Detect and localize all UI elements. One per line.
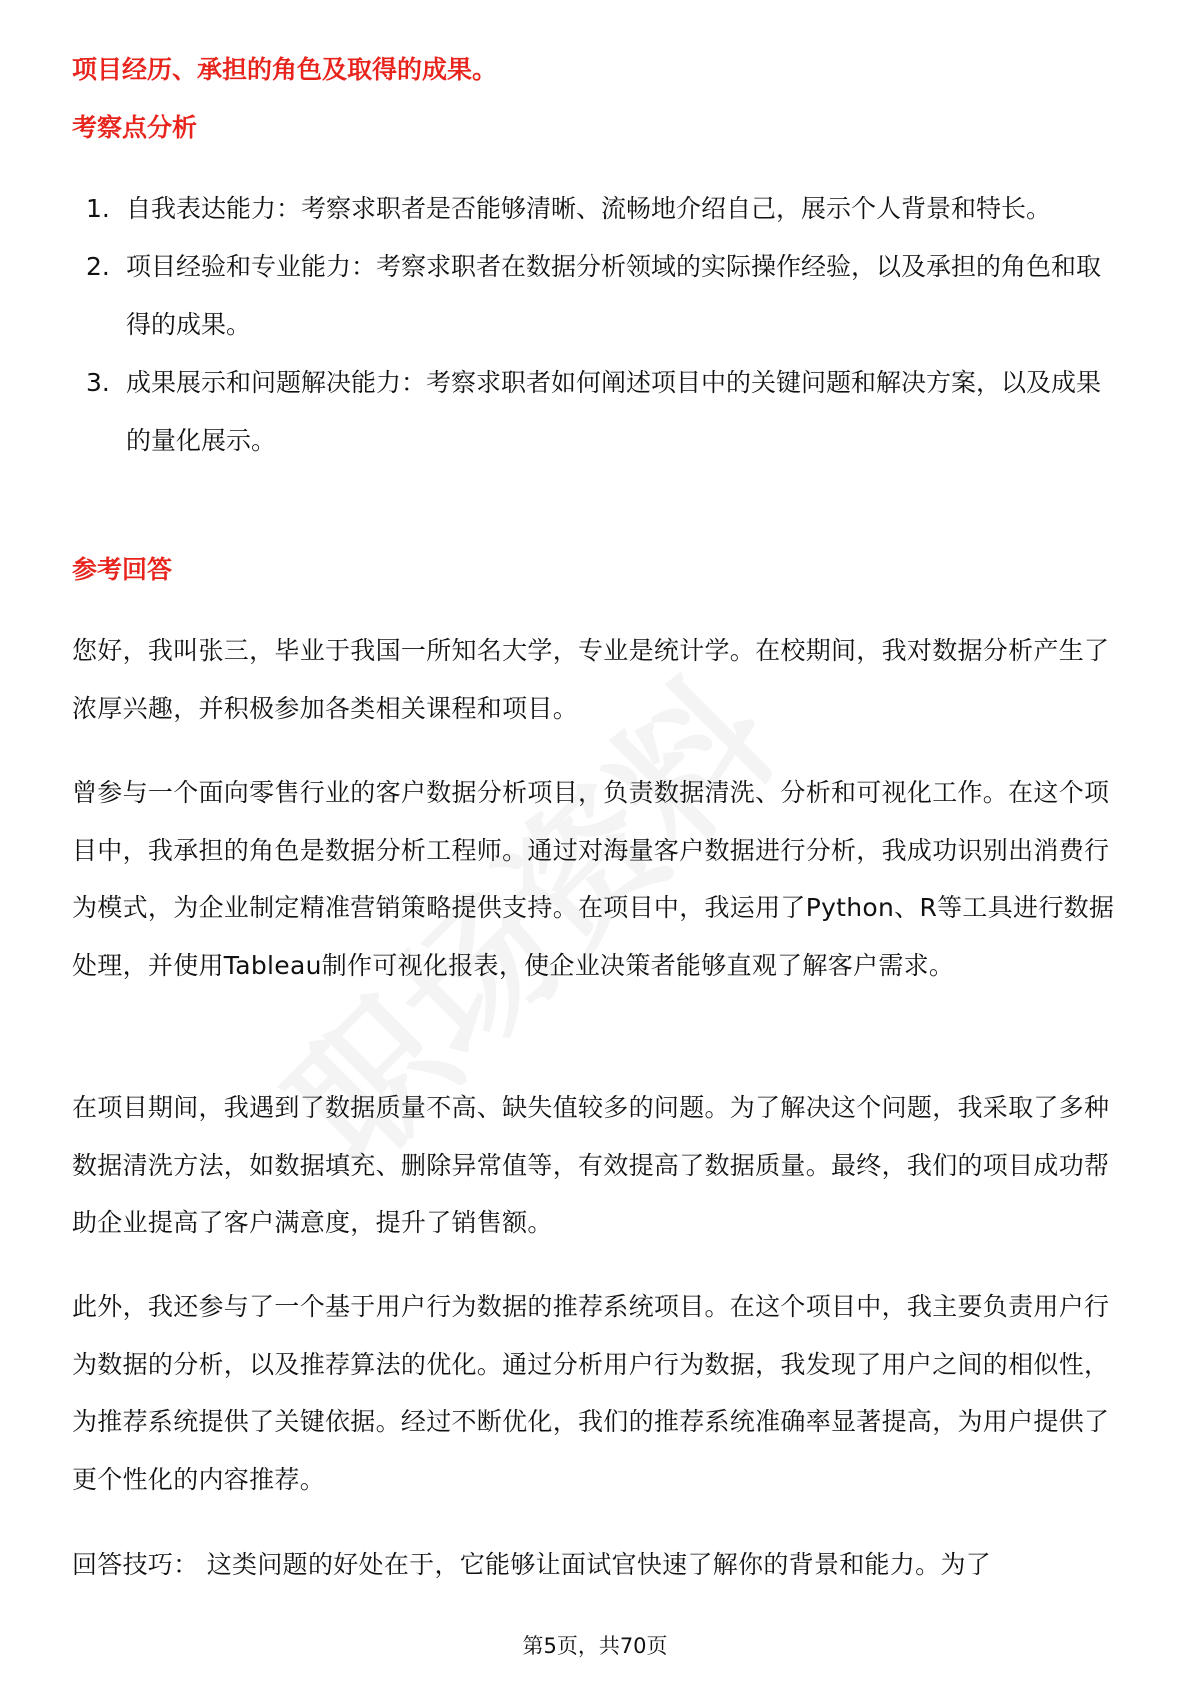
answer-paragraph: 曾参与一个面向零售行业的客户数据分析项目，负责数据清洗、分析和可视化工作。在这个项目中，我承担的角色是数据分析工程师。通过对海量客户数据进行分析，我成功识别出消费行为模式，为企业制定精准营销策略提供支持。在项目中，我运用了Python、R等工具进行数据处理，并使用Tableau制作可视化报表，使企业决策者能够直观了解客户需求。: [72, 778, 1115, 980]
list-text: 项目经验和专业能力：考察求职者在数据分析领域的实际操作经验，以及承担的角色和取得的成果。: [126, 252, 1102, 339]
answer-title: 参考回答: [72, 555, 173, 584]
analysis-title: 考察点分析: [72, 113, 198, 142]
list-item: [72, 354, 1122, 470]
analysis-list: [72, 180, 1122, 470]
answer-paragraph: 在项目期间，我遇到了数据质量不高、缺失值较多的问题。为了解决这个问题，我采取了多种数据清洗方法，如数据填充、删除异常值等，有效提高了数据质量。最终，我们的项目成功帮助企业提高了客户满意度，提升了销售额。: [72, 1093, 1110, 1237]
list-number: 2.: [86, 252, 110, 281]
answer-paragraph: 您好，我叫张三，毕业于我国一所知名大学，专业是统计学。在校期间，我对数据分析产生了浓厚兴趣，并积极参加各类相关课程和项目。: [72, 636, 1110, 723]
list-text: 自我表达能力：考察求职者是否能够清晰、流畅地介绍自己，展示个人背景和特长。: [126, 194, 1052, 223]
list-number: 3.: [86, 368, 110, 397]
list-number: 1.: [86, 194, 110, 223]
answer-tip: 回答技巧： 这类问题的好处在于，它能够让面试官快速了解你的背景和能力。为了: [72, 1550, 992, 1579]
list-item: [72, 238, 1122, 354]
answer-paragraph: 此外，我还参与了一个基于用户行为数据的推荐系统项目。在这个项目中，我主要负责用户行为数据的分析，以及推荐算法的优化。通过分析用户行为数据，我发现了用户之间的相似性，为推荐系统提供了关键依据。经过不断优化，我们的推荐系统准确率显著提高，为用户提供了更个性化的内容推荐。: [72, 1292, 1110, 1494]
list-text: 成果展示和问题解决能力：考察求职者如何阐述项目中的关键问题和解决方案，以及成果的量化展示。: [126, 368, 1102, 455]
page-number: 第5页，共70页: [522, 1634, 668, 1658]
list-item: [72, 180, 1122, 238]
section-heading: 项目经历、承担的角色及取得的成果。: [72, 55, 498, 84]
